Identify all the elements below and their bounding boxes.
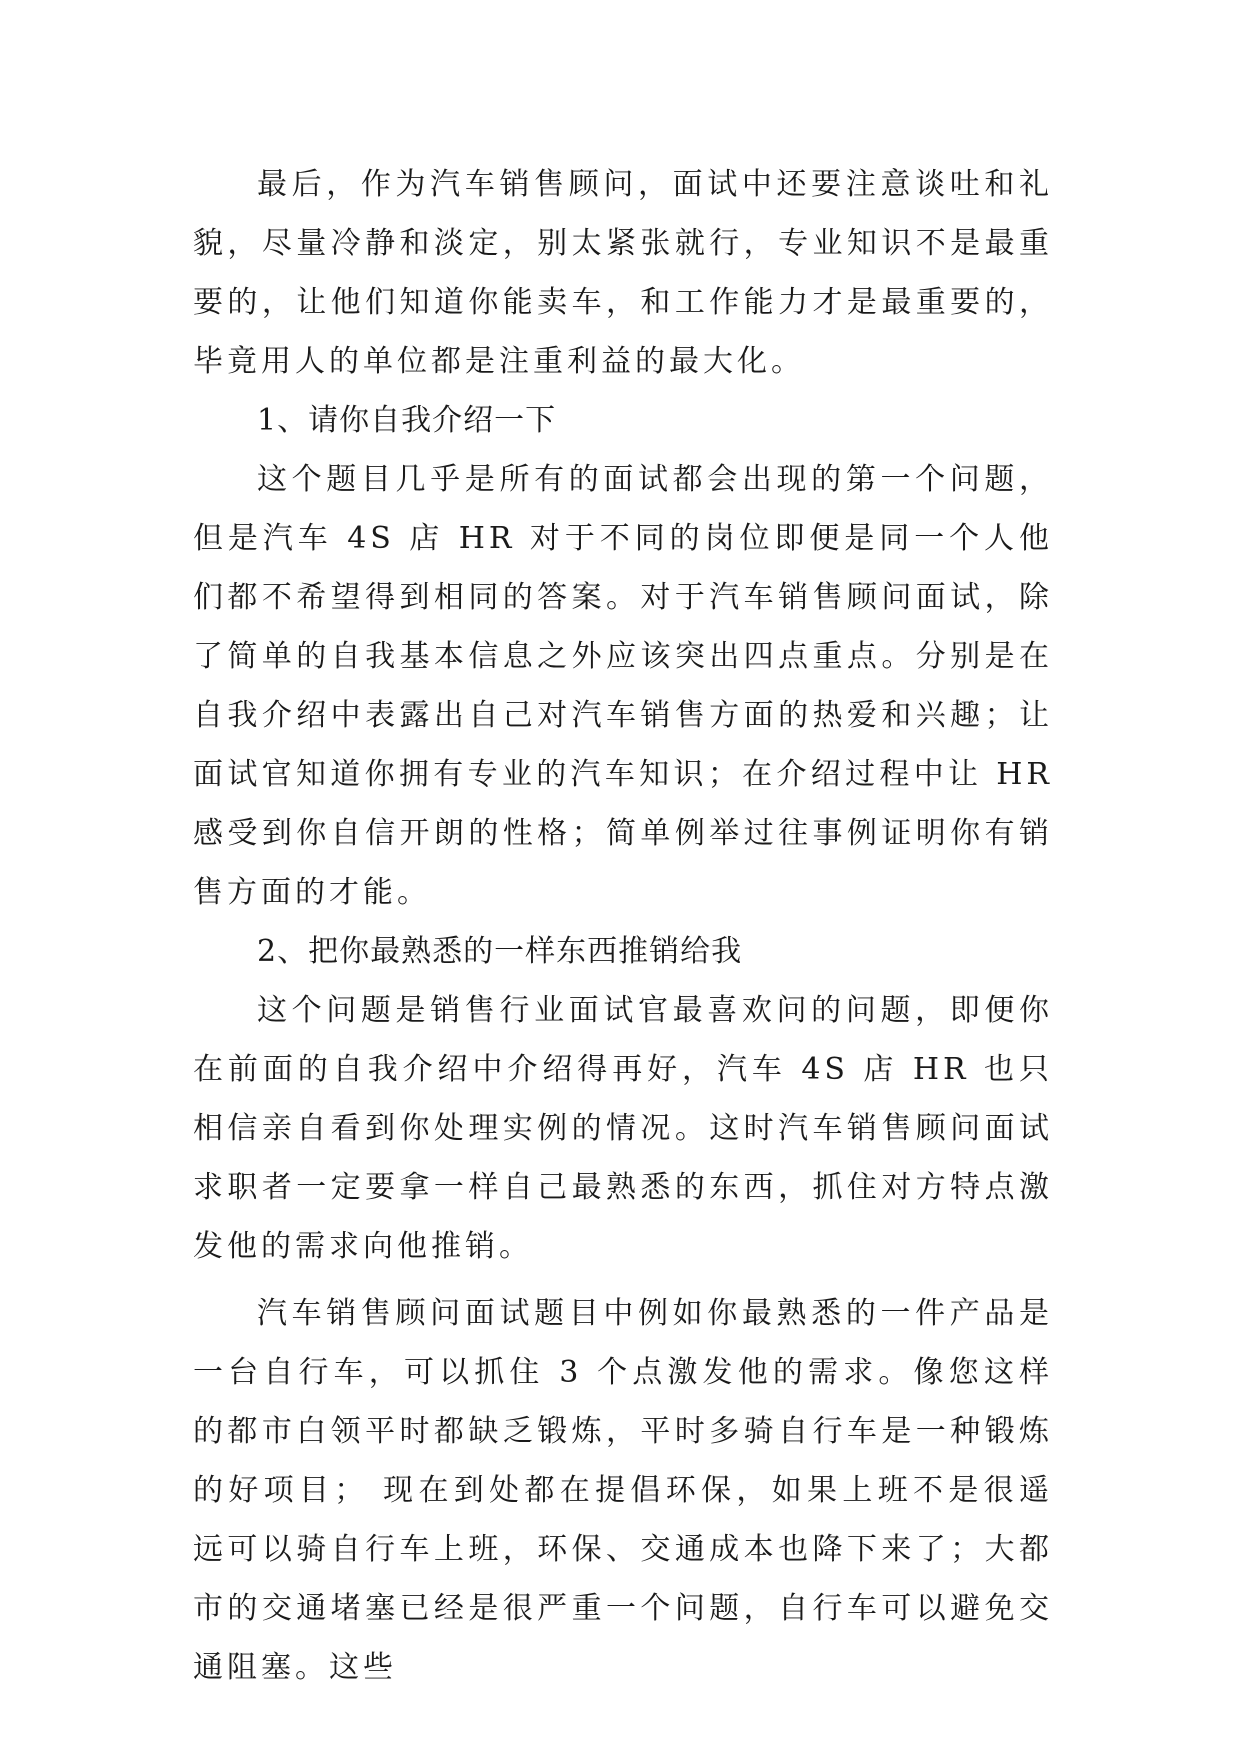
paragraph-sales-pitch: 这个问题是销售行业面试官最喜欢问的问题，即便你在前面的自我介绍中介绍得再好，汽车 4S 店 HR 也只相信亲自看到你处理实例的情况。这时汽车销售顾问面试求职者一定要拿一样自己最熟悉的东西，抓住对方特点激发他的需求向他推销。 [193,993,1053,1264]
paragraph-conclusion: 最后，作为汽车销售顾问，面试中还要注意谈吐和礼貌，尽量冷静和淡定，别太紧张就行，专业知识不是最重要的，让他们知道你能卖车，和工作能力才是最重要的，毕竟用人的单位都是注重利益的最大化。 [193,167,1053,379]
question-heading-2: 2、把你最熟悉的一样东西推销给我 [257,934,743,969]
paragraph-bicycle-example: 汽车销售顾问面试题目中例如你最熟悉的一件产品是一台自行车，可以抓住 3 个点激发他的需求。像您这样的都市白领平时都缺乏锻炼，平时多骑自行车是一种锻炼的好项目； 现在到处都在提倡环保，如果上班不是很遥远可以骑自行车上班，环保、交通成本也降下来了；大都市的交通堵塞已经是很严重一个问题，自行车可以避免交通阻塞。这些 [193,1296,1053,1685]
question-heading-1: 1、请你自我介绍一下 [257,403,557,438]
paragraph-self-introduction: 这个题目几乎是所有的面试都会出现的第一个问题，但是汽车 4S 店 HR 对于不同的岗位即便是同一个人他们都不希望得到相同的答案。对于汽车销售顾问面试，除了简单的自我基本信息之外应该突出四点重点。分别是在自我介绍中表露出自己对汽车销售方面的热爱和兴趣；让面试官知道你拥有专业的汽车知识；在介绍过程中让 HR 感受到你自信开朗的性格；简单例举过往事例证明你有销售方面的才能。 [193,462,1053,910]
document-body [193,155,1053,1697]
